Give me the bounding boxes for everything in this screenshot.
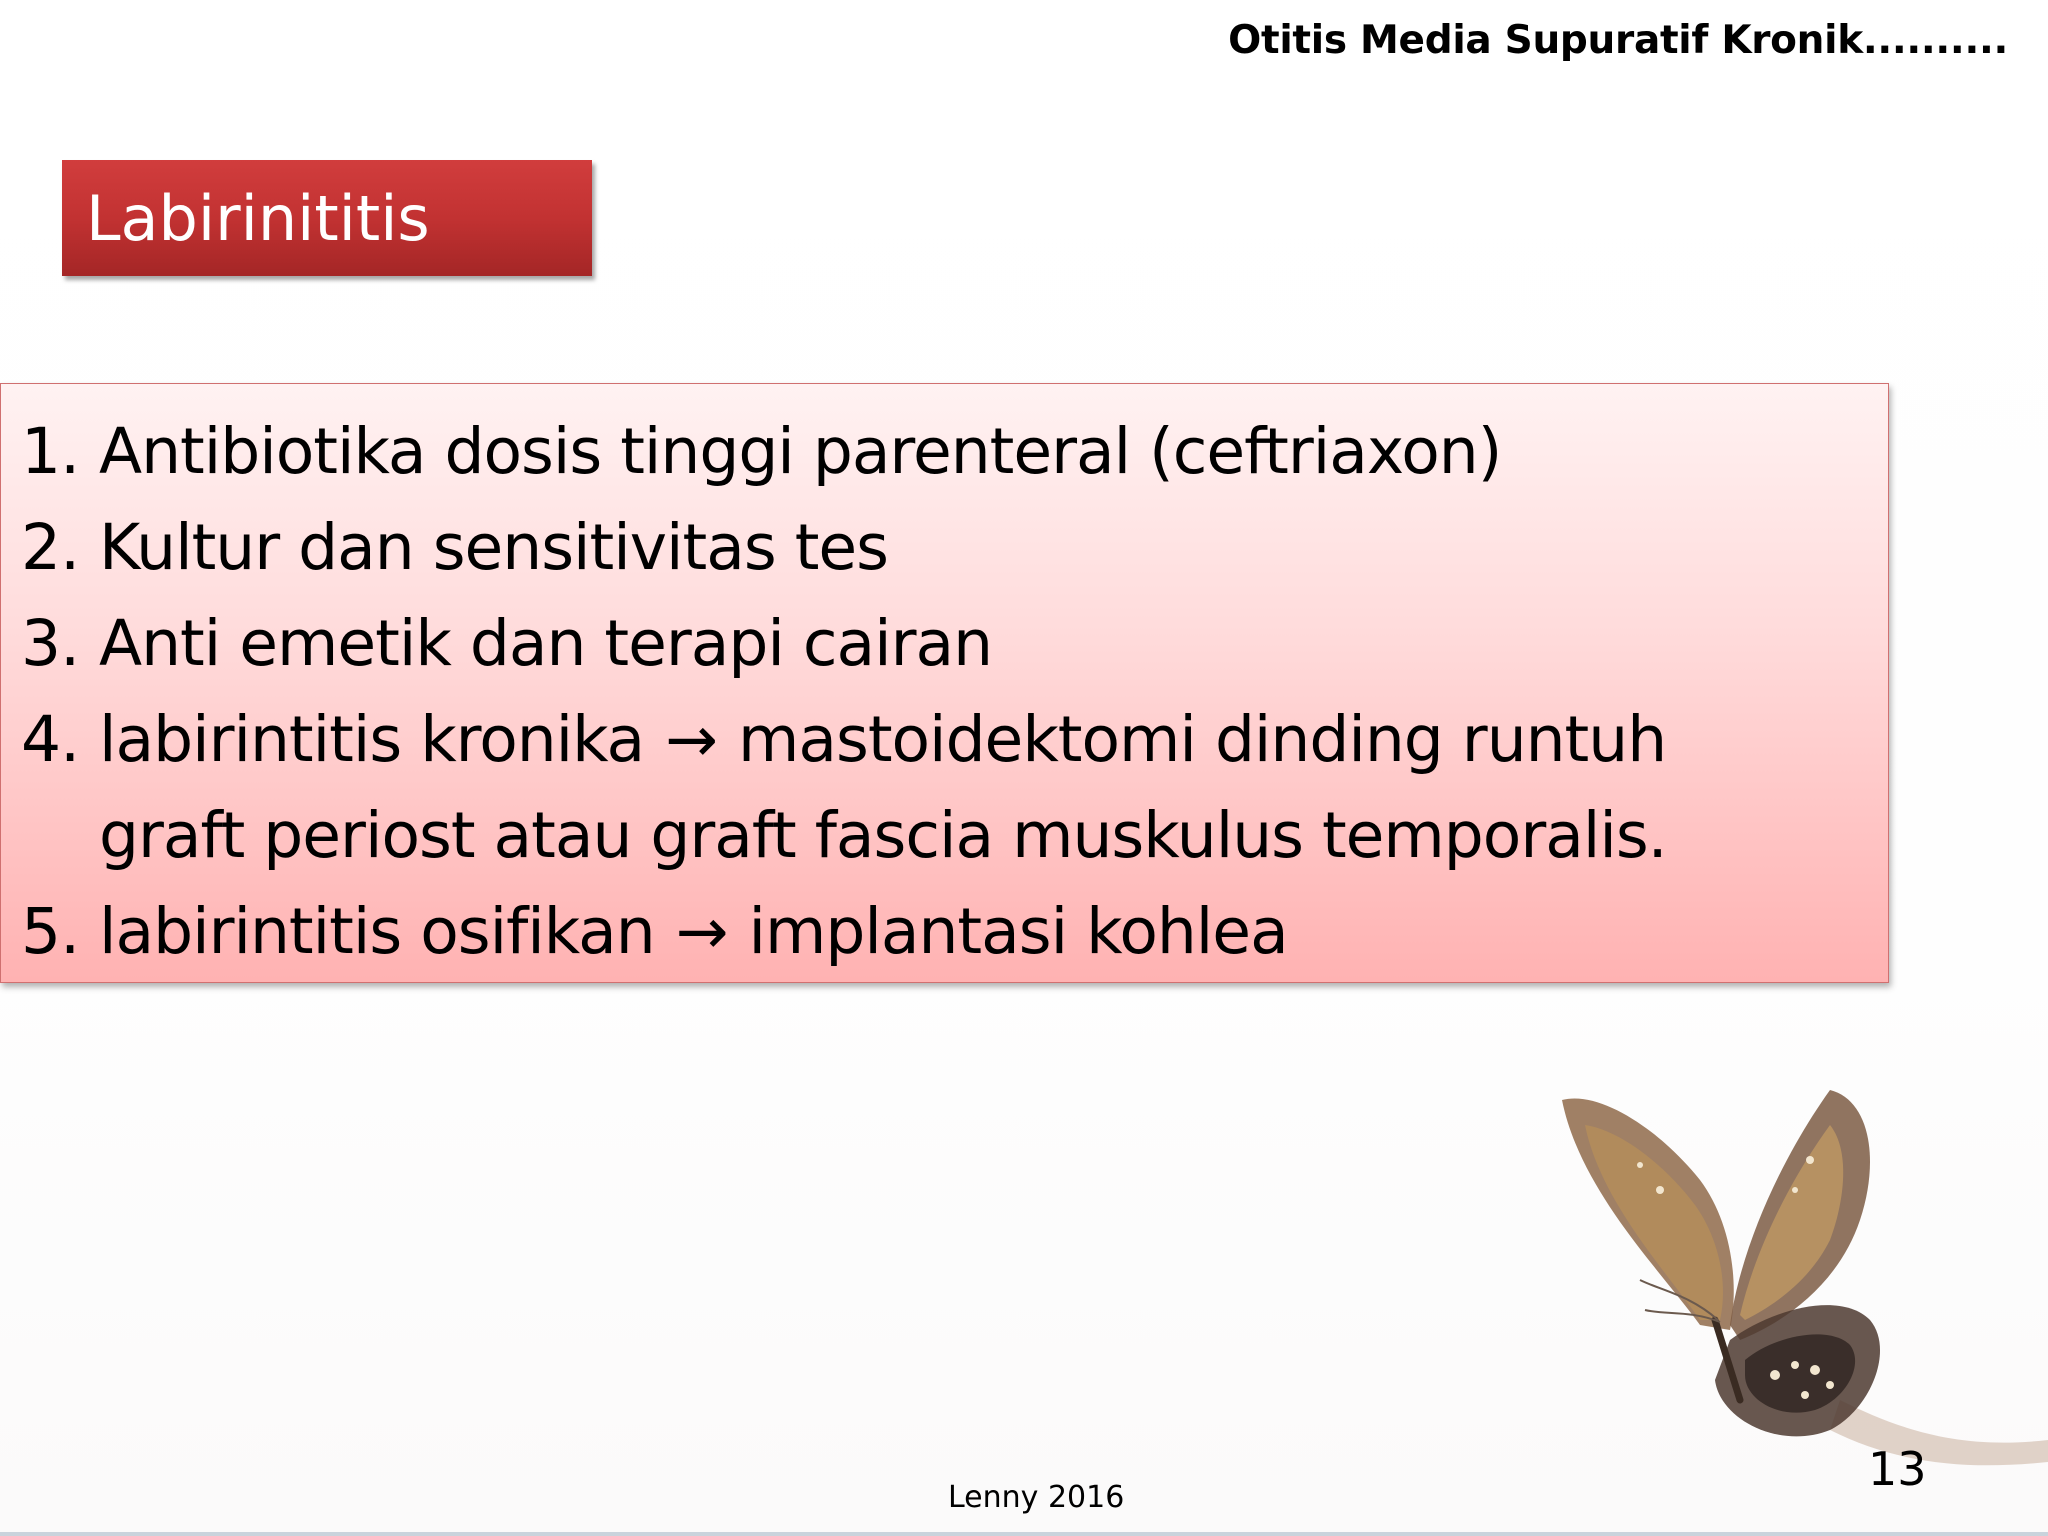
page-number: 13 bbox=[1868, 1442, 1927, 1496]
list-item bbox=[21, 500, 1888, 596]
list-item-number: 1. bbox=[21, 415, 80, 488]
list-item-text: Kultur dan sensitivitas tes bbox=[99, 511, 888, 584]
list-item-text: Antibiotika dosis tinggi parenteral (ceftriaxon) bbox=[99, 415, 1502, 488]
list-item bbox=[21, 404, 1888, 500]
section-title-label: Labirinititis bbox=[86, 181, 430, 255]
list-item bbox=[21, 596, 1888, 692]
arrow-right-icon: → bbox=[675, 895, 728, 968]
list-item-number: 3. bbox=[21, 607, 80, 680]
list-item-number: 5. bbox=[21, 895, 80, 968]
content-box bbox=[0, 383, 1889, 983]
arrow-right-icon: → bbox=[665, 703, 717, 776]
list-item-text-after: mastoidektomi dinding runtuh bbox=[738, 703, 1667, 776]
footer-author: Lenny 2016 bbox=[948, 1480, 1125, 1515]
list-item-text-after: implantasi kohlea bbox=[748, 895, 1288, 968]
treatment-list bbox=[21, 404, 1888, 980]
list-item-number: 2. bbox=[21, 511, 80, 584]
list-item bbox=[21, 692, 1888, 884]
list-item-text-before: labirintitis kronika bbox=[99, 703, 645, 776]
header-title: Otitis Media Supuratif Kronik.......... bbox=[1228, 18, 2008, 63]
butterfly-illustration bbox=[1540, 1070, 2048, 1536]
list-item-text: Anti emetik dan terapi cairan bbox=[99, 607, 993, 680]
section-title-tag bbox=[62, 160, 592, 276]
bottom-divider bbox=[0, 1532, 2048, 1536]
list-item-continuation: graft periost atau graft fascia muskulus temporalis. bbox=[99, 799, 1667, 872]
list-item bbox=[21, 884, 1888, 980]
list-item-text-before: labirintitis osifikan bbox=[99, 895, 655, 968]
list-item-number: 4. bbox=[21, 703, 80, 776]
